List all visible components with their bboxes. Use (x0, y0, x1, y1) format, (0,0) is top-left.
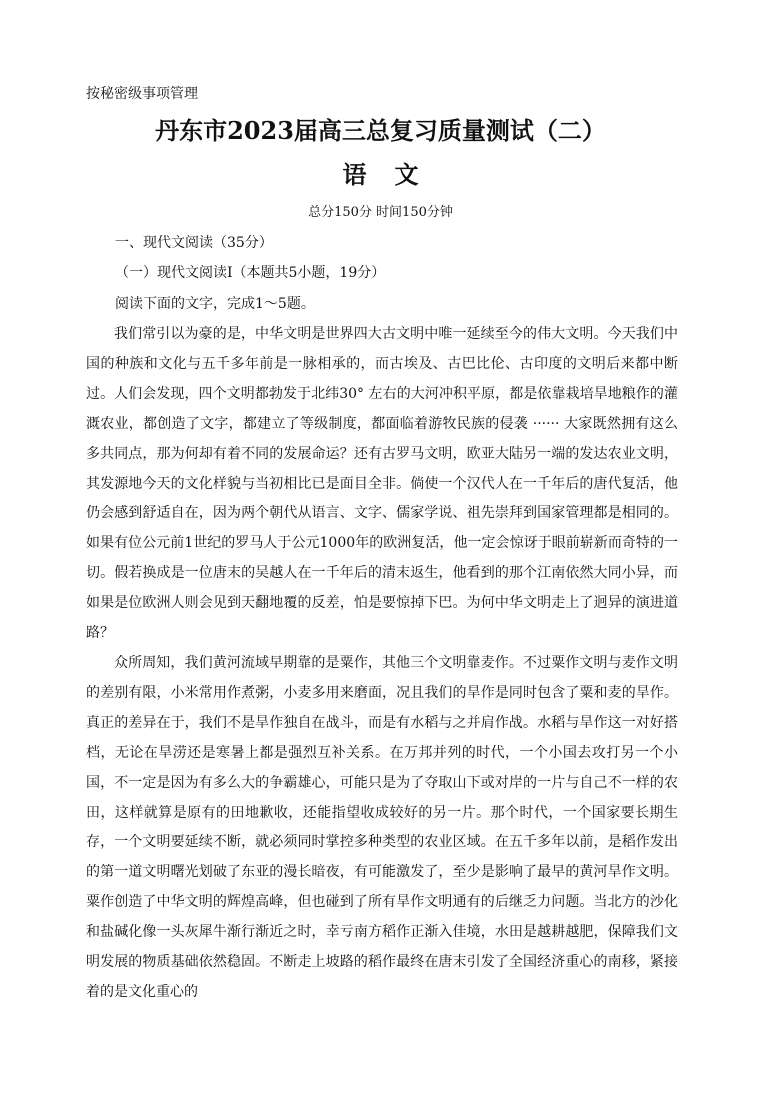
secrecy-note: 按秘密级事项管理 (86, 86, 198, 102)
subsection-heading: （一）现代文阅读I（本题共5小题，19分） (115, 265, 386, 281)
section-heading: 一、现代文阅读（35分） (115, 235, 273, 251)
reading-instruction: 阅读下面的文字，完成1～5题。 (115, 296, 315, 312)
passage-paragraph-1: 我们常引以为豪的是，中华文明是世界四大古文明中唯一延续至今的伟大文明。今天我们中国的种族和文化与五千多年前是一脉相承的，而古埃及、古巴比伦、古印度的文明后来都中断过。人们会发现，四个文明都勃发于北纬30° 左右的大河冲积平原，都是依靠栽培旱地粮作的灌溉农业，都创造了文字，都建立了等级制度，都面临着游牧民族的侵袭 ······ 大家既然拥有这么多共同点，那为何却有着不同的发展命运？还有古罗马文明，欧亚大陆另一端的发达农业文明，其发源地今天的文化样貌与当初相比已是面目全非。倘使一个汉代人在一千年后的唐代复活，他仍会感到舒适自在，因为两个朝代从语言、文字、儒家学说、祖先崇拜到国家管理都是相同的。如果有位公元前1世纪的罗马人于公元1000年的欧洲复活，他一定会惊讶于眼前崭新而奇特的一切。假若换成是一位唐末的吴越人在一千年后的清末返生，他看到的那个江南依然大同小异，而如果是位欧洲人则会见到天翻地覆的反差，怕是要惊掉下巴。为何中华文明走上了迥异的演进道路？ (86, 326, 678, 642)
exam-meta: 总分150分 时间150分钟 (308, 205, 453, 220)
exam-title: 丹东市2023届高三总复习质量测试（二） (155, 116, 606, 145)
passage-paragraph-2: 众所周知，我们黄河流域早期靠的是粟作，其他三个文明靠麦作。不过粟作文明与麦作文明的差别有限，小米常用作煮粥，小麦多用来磨面，况且我们的旱作是同时包含了粟和麦的旱作。真正的差异在于，我们不是旱作独自在战斗，而是有水稻与之并肩作战。水稻与旱作这一对好搭档，无论在旱涝还是寒暑上都是强烈互补关系。在万邦并列的时代，一个小国去攻打另一个小国，不一定是因为有多么大的争霸雄心，可能只是为了夺取山下或对岸的一片与自己不一样的农田，这样就算是原有的田地歉收，还能指望收成较好的另一片。那个时代，一个国家要长期生存，一个文明要延续不断，就必须同时掌控多种类型的农业区域。在五千多年以前，是稻作发出的第一道文明曙光划破了东亚的漫长暗夜，有可能激发了，至少是影响了最早的黄河旱作文明。粟作创造了中华文明的辉煌高峰，但也碰到了所有旱作文明通有的后继乏力问题。当北方的沙化和盐碱化像一头灰犀牛渐行渐近之时，幸亏南方稻作正渐入佳境，水田是越耕越肥，保障我们文明发展的物质基础依然稳固。不断走上坡路的稻作最终在唐末引发了全国经济重心的南移，紧接着的是文化重心的 (86, 655, 678, 1000)
subject-title: 语文 (342, 160, 447, 189)
